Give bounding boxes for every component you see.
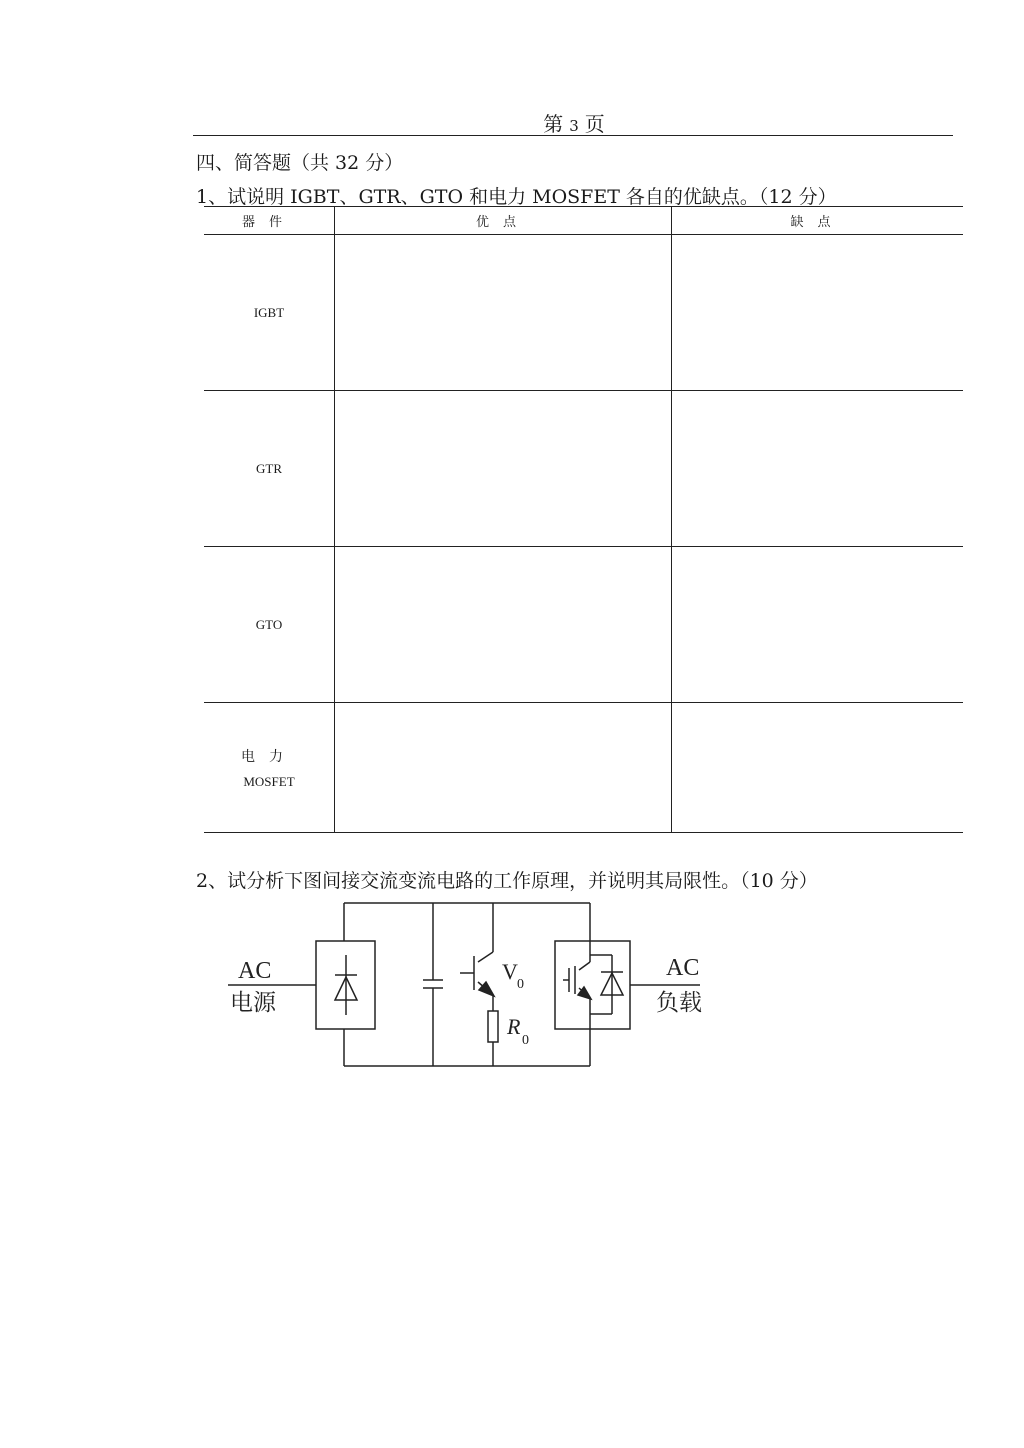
page-number-value: 3 [569,117,579,135]
page-suffix: 页 [584,112,605,136]
braking-resistor-icon [488,1011,498,1042]
column-header-advantages: 优点 [335,207,672,235]
resistor-label: R [507,1014,521,1039]
device-cell: GTR [204,391,335,547]
transistor-subscript: 0 [517,977,524,992]
transistor-label: V [502,959,518,984]
device-cell-cn: 电力 [241,748,297,765]
question-2-text: 2、试分析下图间接交流变流电路的工作原理，并说明其局限性。（10 分） [196,870,818,892]
page-prefix: 第 [543,112,564,136]
rectifier-diode-icon [335,955,357,1015]
resistor-subscript: 0 [522,1033,529,1048]
dc-link-capacitor-icon [423,903,443,1066]
column-header-device: 器件 [204,207,335,235]
device-cell: IGBT [204,235,335,391]
output-load-label: 负载 [656,990,702,1016]
inverter-igbt-icon [563,941,623,1029]
input-source-label: 电源 [230,990,276,1016]
device-cell: GTO [204,547,335,703]
braking-transistor-icon [460,903,493,1011]
question-1-text: 1、试说明 IGBT、GTR、GTO 和电力 MOSFET 各自的优缺点。（12 分） [196,186,837,208]
device-cell-en: MOSFET [243,773,295,789]
column-header-disadvantages: 缺点 [672,207,964,235]
input-ac-label: AC [238,958,272,984]
output-ac-label: AC [666,955,700,981]
section-title: 四、简答题（共 32 分） [196,152,404,174]
